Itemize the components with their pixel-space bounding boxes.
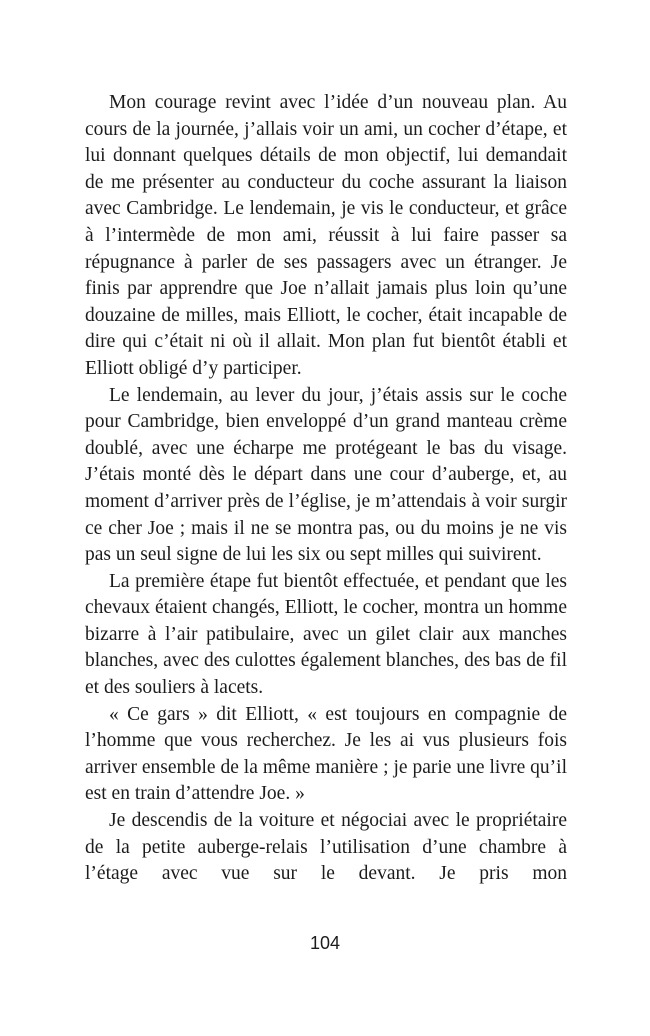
- page-number: 104: [309, 933, 341, 953]
- paragraph: « Ce gars » dit Elliott, « est toujours en compagnie de l’homme que vous recherchez. Je les ai vus plusieurs fois arriver ensemble de la même manière ; je parie une livre qu’il est en train d’attendre Joe. »: [85, 703, 567, 805]
- paragraph: Mon courage revint avec l’idée d’un nouveau plan. Au cours de la journée, j’allais voir un ami, un cocher d’étape, et lui donnant quelques détails de mon objectif, lui demandait de me présenter au conducteur du coche assurant la liaison avec Cambridge. Le lendemain, je vis le conducteur, et grâce à l’intermède de mon ami, réussit à lui faire passer sa répugnance à parler de ses passagers avec un étranger. Je finis par apprendre que Joe n’allait jamais plus loin qu’une douzaine de milles, mais Elliott, le cocher, était incapable de dire qui c’était ni où il allait. Mon plan fut bientôt établi et Elliott obligé d’y participer.: [85, 92, 567, 379]
- paragraph-last-partial: Je descendis de la voiture et négociai avec le propriétaire de la petite auberge-relais l’utilisation d’une chambre à l’étage avec vue sur le devant. Je pris mon: [85, 810, 567, 885]
- paragraph: Le lendemain, au lever du jour, j’étais assis sur le coche pour Cambridge, bien enveloppé d’un grand manteau crème doublé, avec une écharpe me protégeant le bas du visage. J’étais monté dès le départ dans une cour d’auberge, et, au moment d’arriver près de l’église, je m’attendais à voir surgir ce cher Joe ; mais il ne se montra pas, ou du moins je ne vis pas un seul signe de lui les six ou sept milles qui suivirent.: [85, 384, 567, 566]
- paragraph: La première étape fut bientôt effectuée, et pendant que les chevaux étaient changés, Elliott, le cocher, montra un homme bizarre à l’air patibulaire, avec un gilet clair aux manches blanches, avec des culottes également blanches, des bas de fil et des souliers à lacets.: [85, 570, 567, 699]
- body-text: [85, 90, 567, 888]
